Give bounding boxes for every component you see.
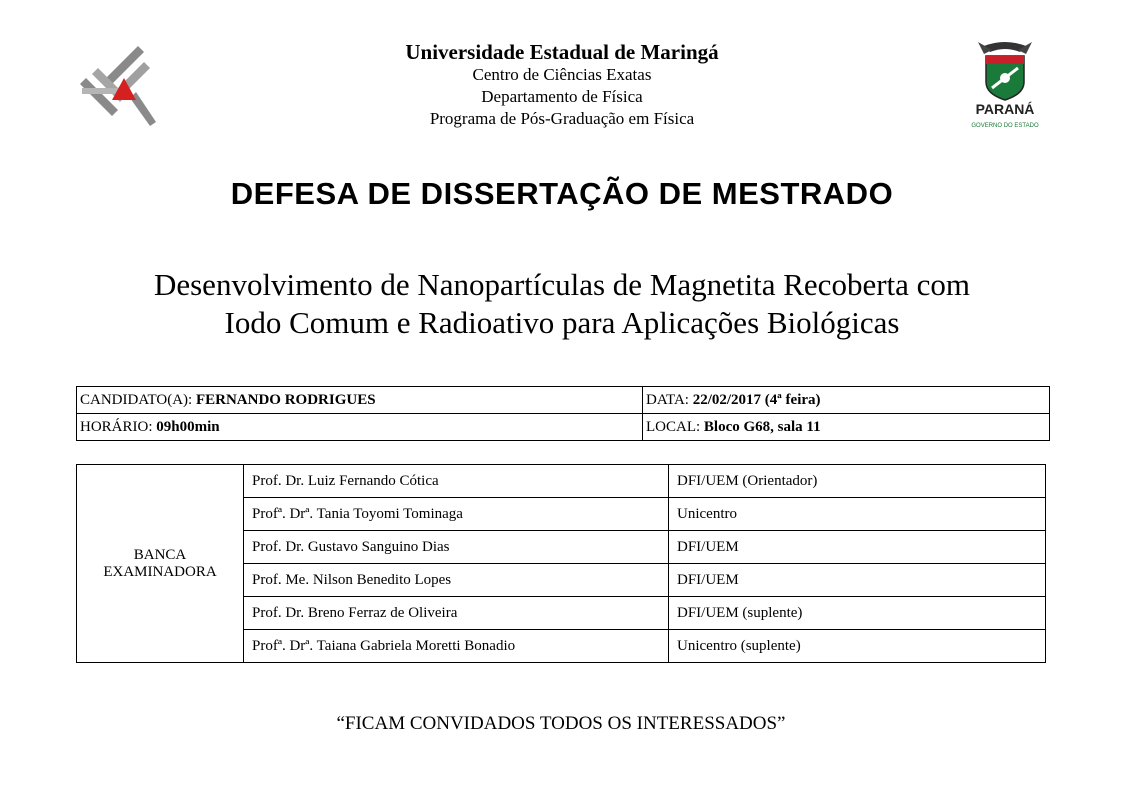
banca-table <box>76 464 1046 663</box>
member-name: Profª. Drª. Tania Toyomi Tominaga <box>244 498 669 531</box>
invitation-footer: “FICAM CONVIDADOS TODOS OS INTERESSADOS” <box>336 713 786 734</box>
time-label: HORÁRIO: <box>80 418 153 435</box>
date-value: 22/02/2017 (4ª feira) <box>692 391 821 408</box>
university-name: Universidade Estadual de Maringá <box>405 40 719 64</box>
info-row-2 <box>77 414 1050 441</box>
program-name: Programa de Pós-Graduação em Física <box>429 109 695 128</box>
time-value: 09h00min <box>156 418 220 435</box>
local-cell <box>643 414 1050 441</box>
local-value: Bloco G68, sala 11 <box>703 418 821 435</box>
time-cell <box>77 414 643 441</box>
member-institution: DFI/UEM <box>669 531 1046 564</box>
banca-label-line-2: EXAMINADORA <box>103 563 217 580</box>
table-row <box>77 465 1046 498</box>
date-cell <box>643 387 1050 414</box>
parana-logo-label: PARANÁ <box>975 101 1035 117</box>
uem-logo <box>78 44 158 128</box>
dissertation-title <box>60 266 1064 342</box>
member-name: Prof. Dr. Breno Ferraz de Oliveira <box>244 597 669 630</box>
candidate-value: FERNANDO RODRIGUES <box>195 391 376 408</box>
member-institution: Unicentro <box>669 498 1046 531</box>
member-institution: DFI/UEM <box>669 564 1046 597</box>
parana-logo-sublabel: GOVERNO DO ESTADO <box>971 123 1039 129</box>
title-line-2: Iodo Comum e Radioativo para Aplicações Biológicas <box>224 305 900 340</box>
title-line-1: Desenvolvimento de Nanopartículas de Magnetita Recoberta com <box>153 267 971 302</box>
banca-label-line-1: BANCA <box>133 546 187 563</box>
info-table <box>76 386 1050 441</box>
candidate-cell <box>77 387 643 414</box>
member-name: Prof. Me. Nilson Benedito Lopes <box>244 564 669 597</box>
member-institution: DFI/UEM (Orientador) <box>669 465 1046 498</box>
date-label: DATA: <box>646 391 689 408</box>
institution-header <box>300 40 824 130</box>
parana-logo <box>962 38 1048 132</box>
department-name: Departamento de Física <box>481 87 643 106</box>
member-institution: DFI/UEM (suplente) <box>669 597 1046 630</box>
local-label: LOCAL: <box>646 418 701 435</box>
banca-label-cell <box>77 465 244 663</box>
member-name: Profª. Drª. Taiana Gabriela Moretti Bonadio <box>244 630 669 663</box>
member-name: Prof. Dr. Luiz Fernando Cótica <box>244 465 669 498</box>
member-institution: Unicentro (suplente) <box>669 630 1046 663</box>
center-name: Centro de Ciências Exatas <box>472 65 652 84</box>
candidate-label: CANDIDATO(A): <box>80 391 193 408</box>
member-name: Prof. Dr. Gustavo Sanguino Dias <box>244 531 669 564</box>
info-row-1 <box>77 387 1050 414</box>
defense-heading: DEFESA DE DISSERTAÇÃO DE MESTRADO <box>230 176 894 211</box>
